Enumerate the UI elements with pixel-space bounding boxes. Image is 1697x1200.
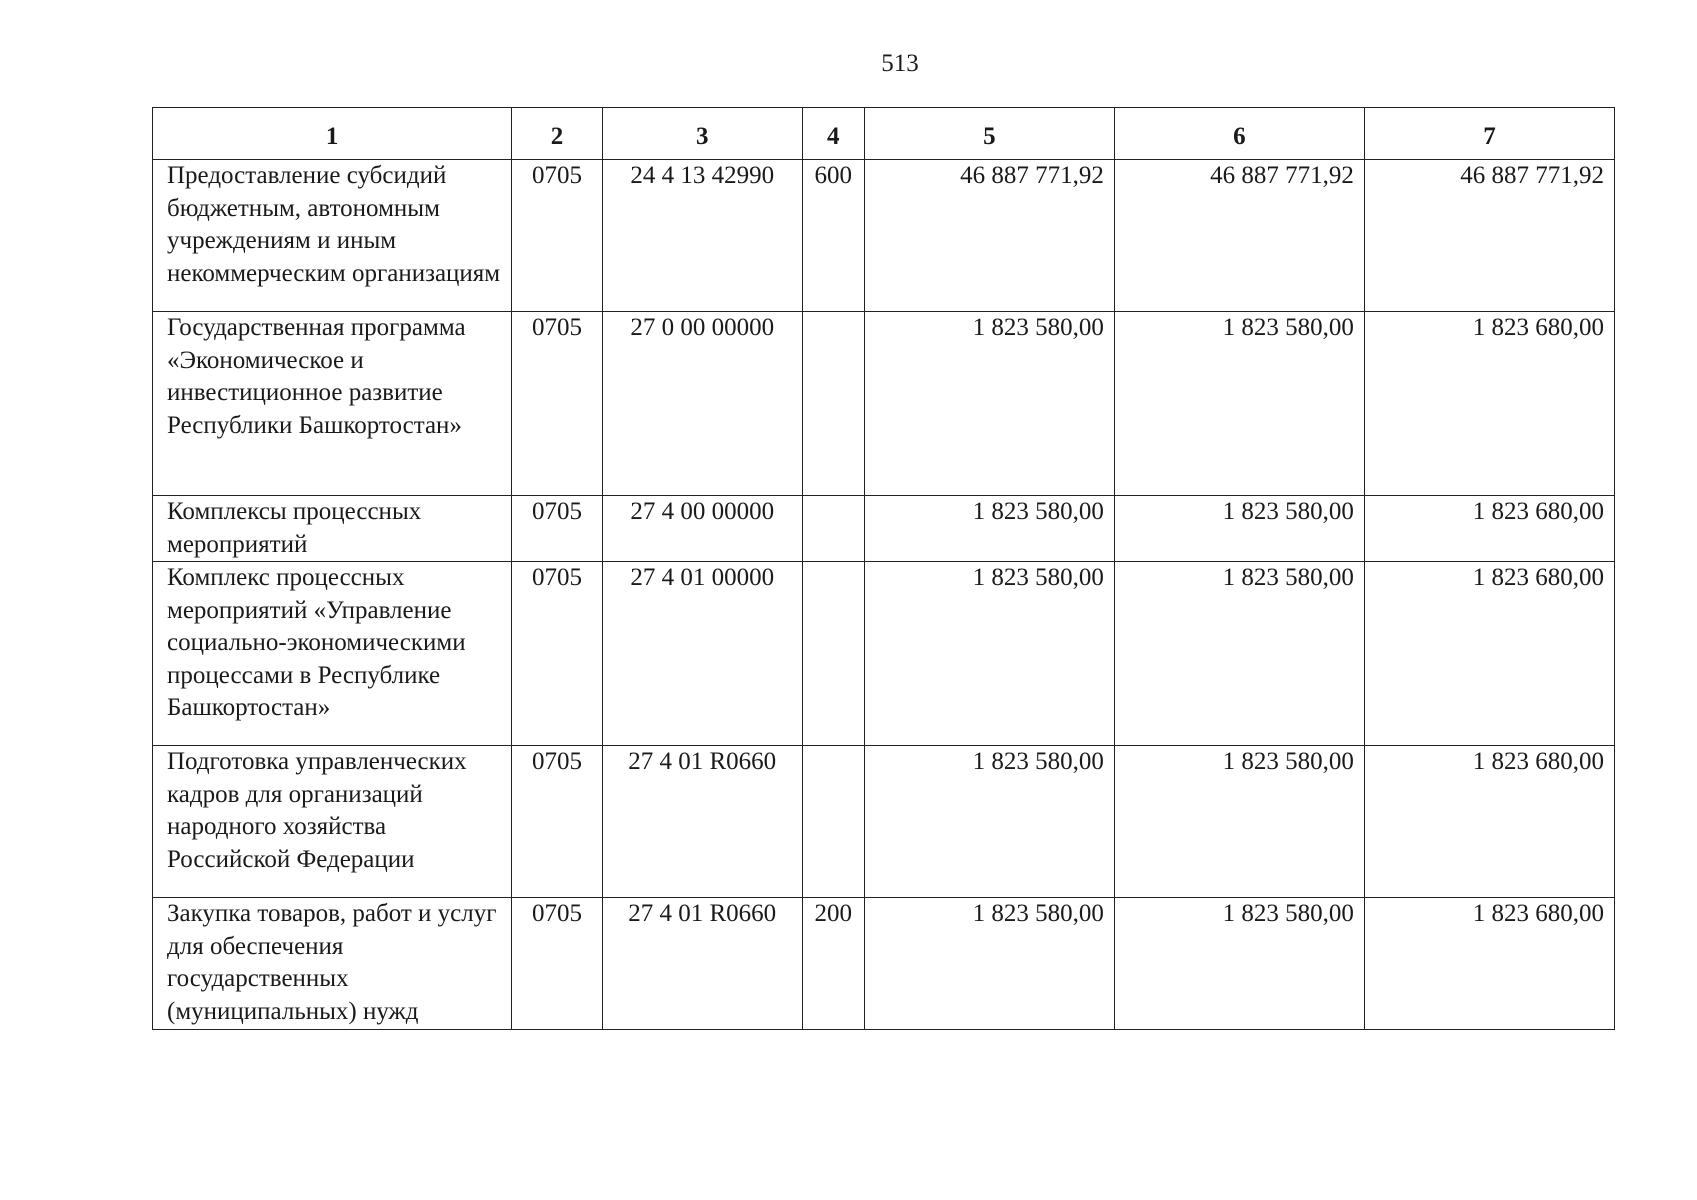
row-amount-col5: 1 823 580,00 bbox=[864, 898, 1114, 1030]
column-header-1: 1 bbox=[153, 108, 512, 160]
row-section-code: 0705 bbox=[512, 898, 603, 1030]
table-row bbox=[153, 312, 1615, 496]
table-header-row bbox=[153, 108, 1615, 160]
row-target-code: 27 4 01 R0660 bbox=[602, 898, 802, 1030]
table-row bbox=[153, 898, 1615, 1030]
row-amount-col6: 46 887 771,92 bbox=[1114, 160, 1364, 312]
row-name: Предоставление субсидий бюджетным, автономным учреждениям и иным некоммерческим организациям bbox=[153, 160, 512, 312]
row-amount-col7: 1 823 680,00 bbox=[1364, 562, 1614, 746]
row-amount-col5: 1 823 580,00 bbox=[864, 312, 1114, 496]
column-header-3: 3 bbox=[602, 108, 802, 160]
page-number: 513 bbox=[881, 50, 919, 77]
row-amount-col7: 1 823 680,00 bbox=[1364, 312, 1614, 496]
row-name: Комплекс процессных мероприятий «Управление социально-экономическими процессами в Республике Башкортостан» bbox=[153, 562, 512, 746]
row-expense-type: 200 bbox=[802, 898, 864, 1030]
column-header-6: 6 bbox=[1114, 108, 1364, 160]
row-amount-col6: 1 823 580,00 bbox=[1114, 898, 1364, 1030]
row-amount-col5: 1 823 580,00 bbox=[864, 496, 1114, 562]
row-expense-type: 600 bbox=[802, 160, 864, 312]
row-target-code: 27 4 01 R0660 bbox=[602, 746, 802, 898]
row-amount-col7: 1 823 680,00 bbox=[1364, 746, 1614, 898]
row-name: Комплексы процессных мероприятий bbox=[153, 496, 512, 562]
row-name: Закупка товаров, работ и услуг для обеспечения государственных (муниципальных) нужд bbox=[153, 898, 512, 1030]
row-expense-type bbox=[802, 496, 864, 562]
row-amount-col5: 1 823 580,00 bbox=[864, 562, 1114, 746]
row-section-code: 0705 bbox=[512, 562, 603, 746]
table-row bbox=[153, 746, 1615, 898]
column-header-4: 4 bbox=[802, 108, 864, 160]
row-amount-col7: 1 823 680,00 bbox=[1364, 898, 1614, 1030]
row-amount-col6: 1 823 580,00 bbox=[1114, 562, 1364, 746]
row-expense-type bbox=[802, 746, 864, 898]
table-row bbox=[153, 160, 1615, 312]
column-header-2: 2 bbox=[512, 108, 603, 160]
row-amount-col6: 1 823 580,00 bbox=[1114, 496, 1364, 562]
row-name: Государственная программа «Экономическое и инвестиционное развитие Республики Башкортостан» bbox=[153, 312, 512, 496]
row-target-code: 27 4 01 00000 bbox=[602, 562, 802, 746]
row-amount-col7: 46 887 771,92 bbox=[1364, 160, 1614, 312]
row-name: Подготовка управленческих кадров для организаций народного хозяйства Российской Федерации bbox=[153, 746, 512, 898]
row-amount-col5: 46 887 771,92 bbox=[864, 160, 1114, 312]
row-expense-type bbox=[802, 562, 864, 746]
row-target-code: 27 0 00 00000 bbox=[602, 312, 802, 496]
row-amount-col7: 1 823 680,00 bbox=[1364, 496, 1614, 562]
row-section-code: 0705 bbox=[512, 496, 603, 562]
budget-table bbox=[152, 107, 1615, 1030]
column-header-7: 7 bbox=[1364, 108, 1614, 160]
table-row bbox=[153, 562, 1615, 746]
row-expense-type bbox=[802, 312, 864, 496]
column-header-5: 5 bbox=[864, 108, 1114, 160]
table-row bbox=[153, 496, 1615, 562]
row-section-code: 0705 bbox=[512, 746, 603, 898]
row-target-code: 24 4 13 42990 bbox=[602, 160, 802, 312]
row-section-code: 0705 bbox=[512, 312, 603, 496]
row-amount-col5: 1 823 580,00 bbox=[864, 746, 1114, 898]
row-section-code: 0705 bbox=[512, 160, 603, 312]
row-amount-col6: 1 823 580,00 bbox=[1114, 746, 1364, 898]
row-target-code: 27 4 00 00000 bbox=[602, 496, 802, 562]
row-amount-col6: 1 823 580,00 bbox=[1114, 312, 1364, 496]
